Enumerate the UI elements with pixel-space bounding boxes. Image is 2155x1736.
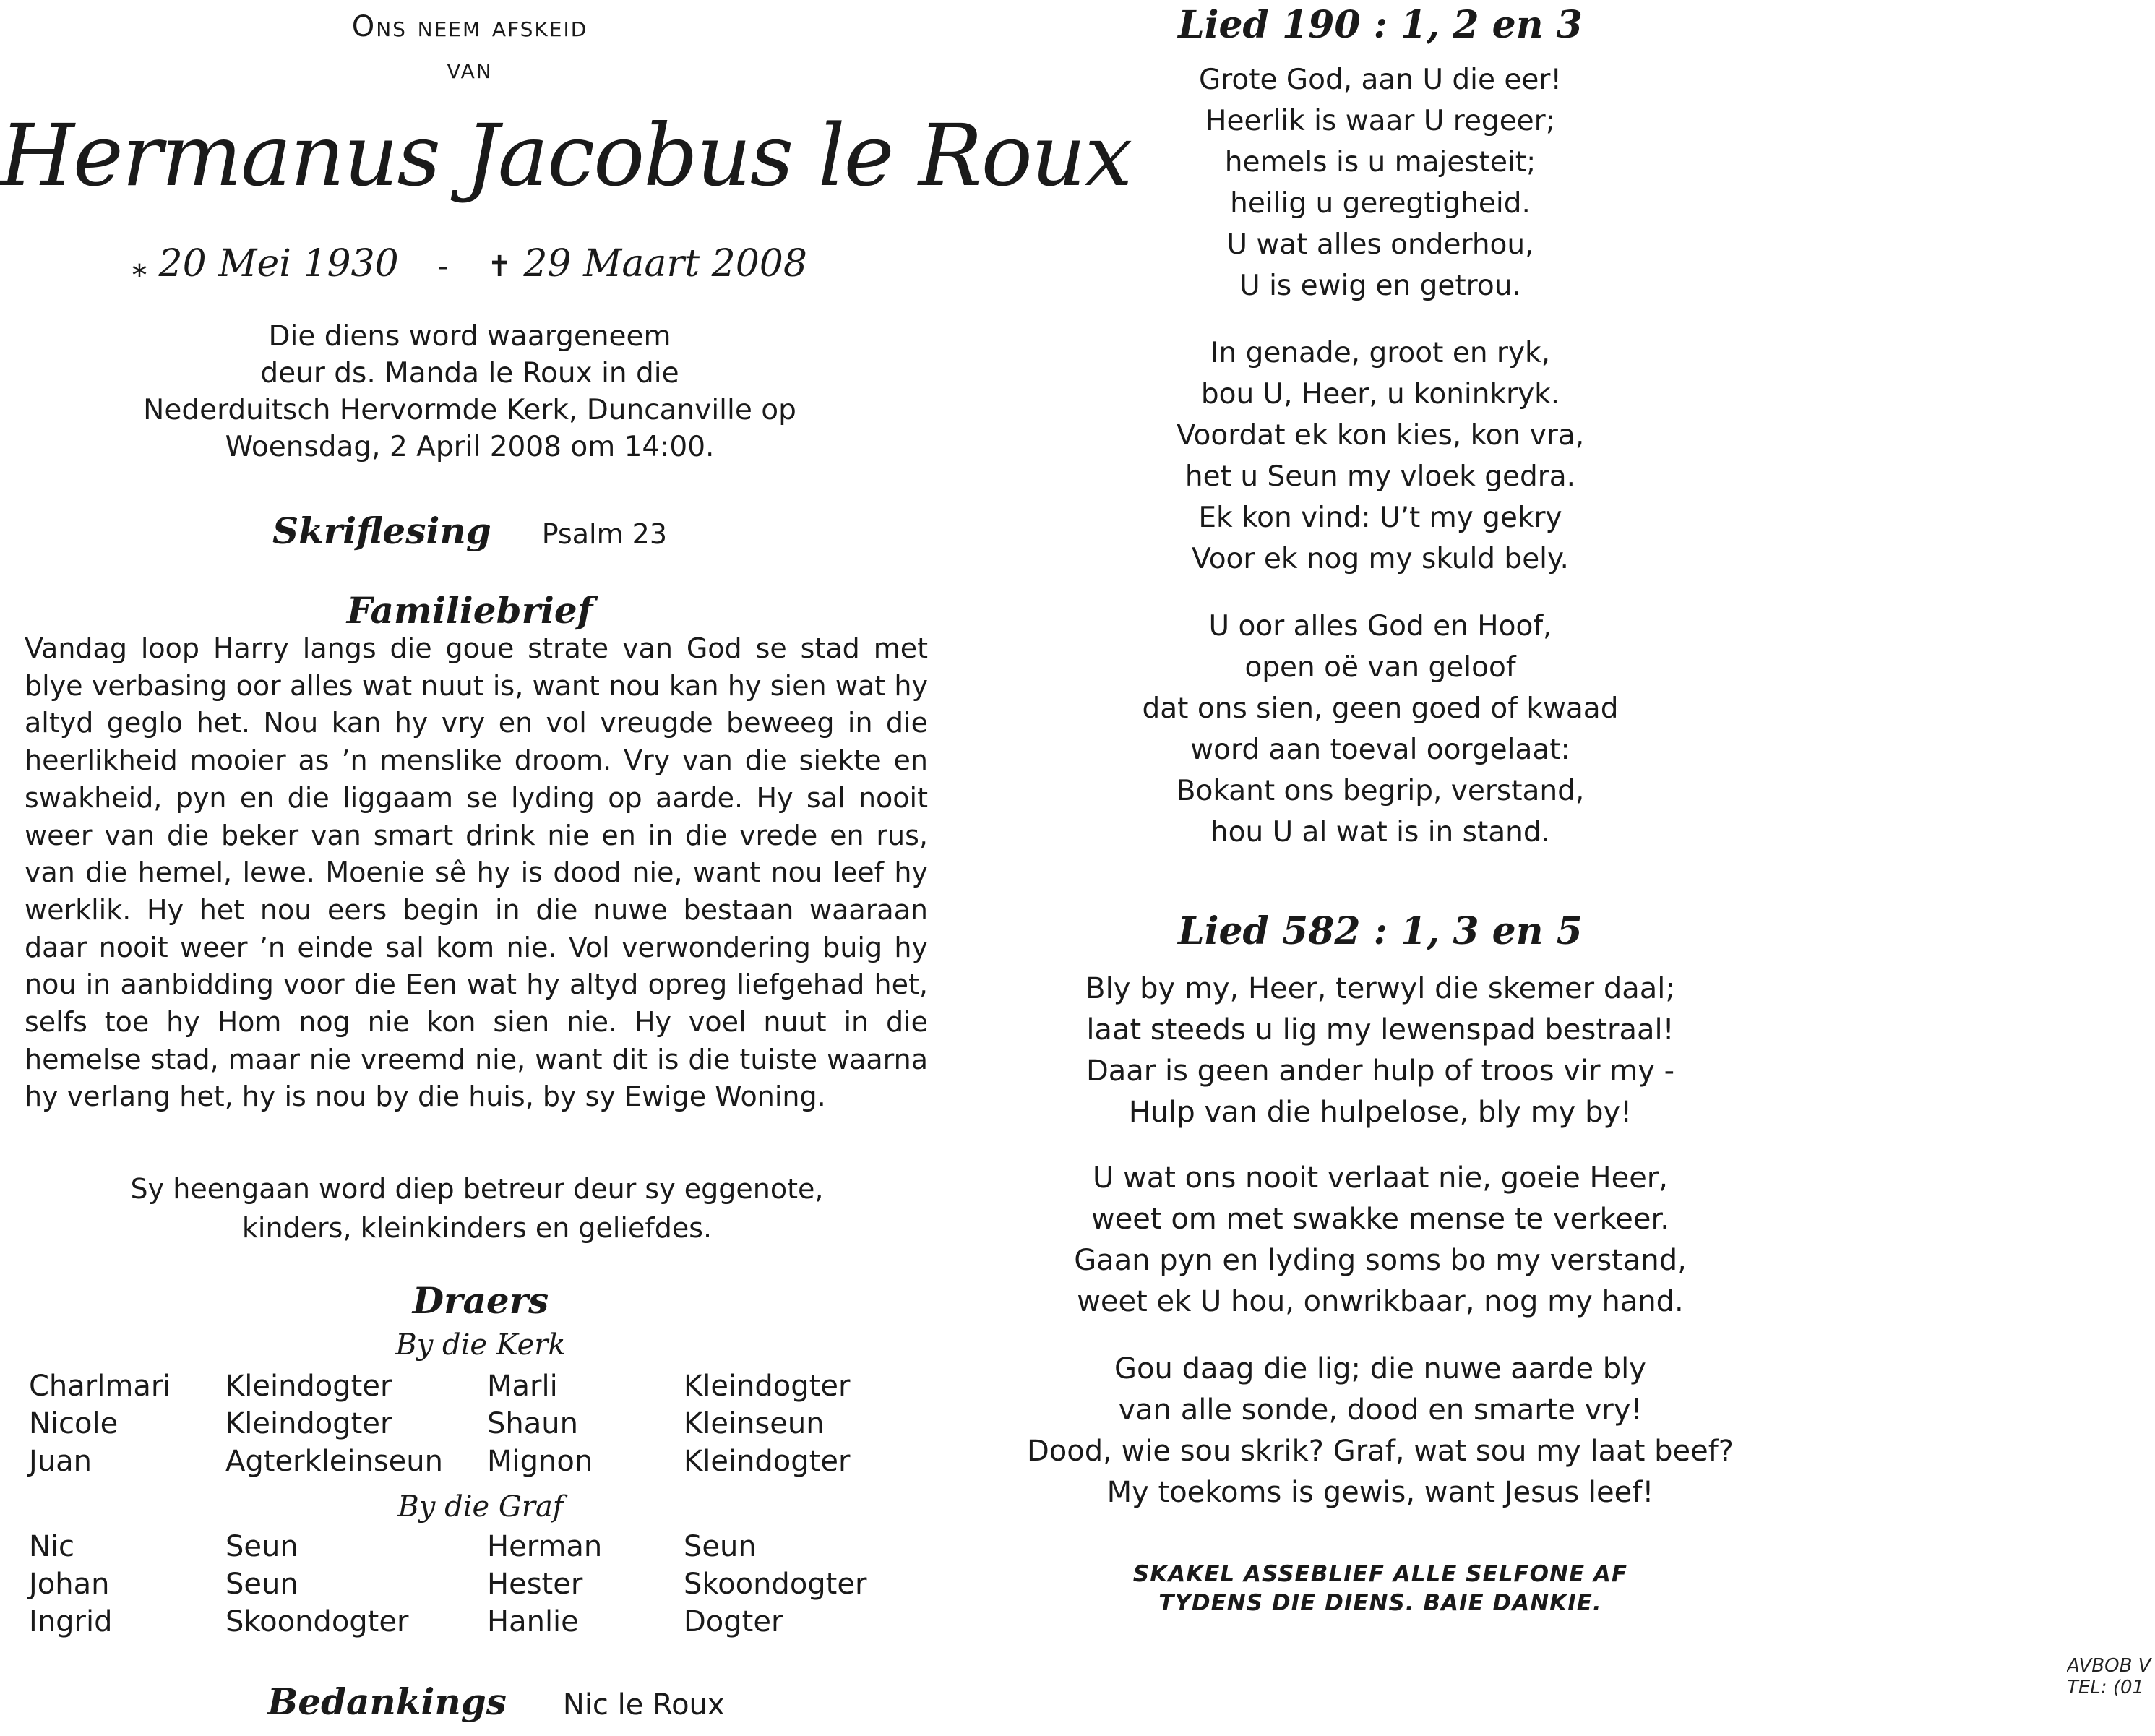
hymn-line: Grote God, aan U die eer!	[1198, 64, 1562, 96]
birth-star-icon: ⁎	[132, 250, 147, 283]
table-row	[29, 1565, 925, 1603]
hymn-line: dat ons sien, geen goed of kwaad	[1142, 692, 1619, 725]
hymn-line: Gaan pyn en lyding soms bo my verstand,	[1074, 1244, 1687, 1277]
bearer-relation: Seun	[684, 1530, 757, 1563]
hymn-582-stanza-1	[954, 968, 1807, 1133]
bearer-name: Herman	[487, 1530, 603, 1563]
hymn-line: U oor alles God en Hoof,	[1208, 610, 1552, 643]
grave-bearers-table	[29, 1528, 925, 1641]
bearer-name: Marli	[487, 1370, 558, 1403]
farewell-heading-line2: van	[447, 52, 493, 85]
acknowledgements-title: Bedankings	[267, 1680, 507, 1723]
mourning-note	[0, 1169, 954, 1247]
hymn-line: In genade, groot en ryk,	[1210, 337, 1551, 369]
scripture-reading	[0, 506, 939, 565]
hymn-line: heilig u geregtigheid.	[1230, 187, 1531, 220]
hymn-582-stanza-2	[954, 1158, 1807, 1323]
bearer-relation: Seun	[225, 1568, 298, 1601]
hymn-line: Ek kon vind: U’t my gekry	[1198, 502, 1562, 534]
notice-line: SKAKEL ASSEBLIEF ALLE SELFONE AF	[1132, 1561, 1628, 1587]
hymn-line: open oë van geloof	[1244, 651, 1516, 684]
date-separator: -	[438, 250, 448, 283]
hymn-line: Voor ek nog my skuld bely.	[1192, 543, 1569, 575]
hymn-line: weet om met swakke mense te verkeer.	[1091, 1203, 1670, 1236]
hymn-line: Bokant ons begrip, verstand,	[1176, 775, 1585, 807]
family-letter-text: Vandag loop Harry langs die goue strate van God se stad met blye verbasing oor alles wat nuut is, want nou kan hy sien wat hy altyd geglo het. Nou kan hy vry en vol vreugde beweeg in die heerlikheid mooier as ’n menslike droom. Vry van die siekte en swakheid, pyn en die liggaam se lyding op aarde. Hy sal nooit weer van die beker van smart drink nie en in die vrede en rus, van die hemel, lewe. Moenie sê hy is dood nie, want nou leef hy werklik. Hy het nou eers begin in die nuwe bestaan waaraan daar nooit weer ’n einde sal kom nie. Vol verwondering buig hy nou in aanbidding voor die Een wat hy altyd opreg liefgehad het, selfs toe hy Hom nog nie kon sien nie. Hy voel nuut in die hemelse stad, maar nie vreemd nie, want dit is die tuiste waarna hy verlang het, hy is nou by die huis, by sy Ewige Woning.	[25, 632, 928, 1113]
hymn-582-title: Lied 582 : 1, 3 en 5	[1178, 909, 1583, 953]
hymn-line: Daar is geen ander hulp of troos vir my -	[1085, 1054, 1675, 1088]
farewell-heading-line1: Ons neem afskeid	[351, 10, 588, 43]
service-line: Nederduitsch Hervormde Kerk, Duncanville op	[143, 394, 796, 426]
hymn-line: Heerlik is waar U regeer;	[1205, 105, 1555, 137]
death-cross-icon: ✝	[487, 250, 512, 283]
hymn-line: My toekoms is gewis, want Jesus leef!	[1106, 1476, 1654, 1509]
table-row	[29, 1405, 925, 1443]
bearer-relation: Kleinseun	[684, 1407, 825, 1440]
footer-line: TEL: (01	[2067, 1677, 2145, 1698]
hymn-line: Gou daag die lig; die nuwe aarde bly	[1114, 1352, 1646, 1385]
bearer-relation: Skoondogter	[684, 1568, 867, 1601]
birth-date: 20 Mei 1930	[158, 242, 399, 285]
service-details	[0, 318, 939, 465]
notice-line: TYDENS DIE DIENS. BAIE DANKIE.	[1158, 1590, 1602, 1616]
mourning-line: Sy heengaan word diep betreur deur sy eggenote,	[130, 1173, 824, 1205]
table-row	[29, 1367, 925, 1405]
hymn-line: weet ek U hou, onwrikbaar, nog my hand.	[1077, 1285, 1684, 1318]
cellphone-notice	[968, 1560, 1792, 1617]
hymn-line: hou U al wat is in stand.	[1210, 816, 1551, 848]
service-line: deur ds. Manda le Roux in die	[260, 357, 679, 390]
hymn-line: Voordat ek kon kies, kon vra,	[1176, 419, 1585, 452]
hymn-line: het u Seun my vloek gedra.	[1184, 460, 1576, 493]
service-line: Die diens word waargeneem	[268, 320, 671, 353]
church-bearers-table	[29, 1367, 925, 1480]
bearer-name: Charlmari	[29, 1370, 171, 1403]
hymn-line: U is ewig en getrou.	[1239, 270, 1521, 302]
deceased-name: Hermanus Jacobus le Roux	[0, 106, 1132, 205]
table-row	[29, 1528, 925, 1565]
bearer-name: Mignon	[487, 1445, 593, 1478]
scripture-reading-title: Skriflesing	[272, 510, 491, 552]
hymn-line: van alle sonde, dood en smarte vry!	[1118, 1393, 1643, 1427]
funeral-home-footer	[2067, 1655, 2155, 1698]
hymn-line: hemels is u majesteit;	[1224, 146, 1536, 179]
hymn-190-title: Lied 190 : 1, 2 en 3	[1178, 3, 1583, 47]
acknowledgements-by: Nic le Roux	[562, 1688, 725, 1722]
bearer-relation: Seun	[225, 1530, 298, 1563]
hymn-line: U wat alles onderhou,	[1226, 228, 1534, 261]
table-row	[29, 1603, 925, 1641]
acknowledgements	[267, 1677, 725, 1736]
bearer-relation: Kleindogter	[225, 1407, 392, 1440]
bearer-name: Nic	[29, 1530, 75, 1563]
table-row	[29, 1443, 925, 1480]
footer-line: AVBOB V	[2067, 1655, 2151, 1677]
bearer-name: Johan	[29, 1568, 110, 1601]
bearer-relation: Dogter	[684, 1605, 783, 1638]
bearer-name: Ingrid	[29, 1605, 113, 1638]
bearer-relation: Skoondogter	[225, 1605, 409, 1638]
bearer-relation: Kleindogter	[225, 1370, 392, 1403]
hymn-line: word aan toeval oorgelaat:	[1190, 734, 1570, 766]
family-letter-title: Familiebrief	[346, 589, 593, 632]
bearer-relation: Kleindogter	[684, 1445, 851, 1478]
pallbearers-title: Draers	[412, 1279, 549, 1322]
hymn-line: U wat ons nooit verlaat nie, goeie Heer,	[1093, 1161, 1668, 1195]
hymn-190-stanza-3	[968, 606, 1792, 853]
mourning-line: kinders, kleinkinders en geliefdes.	[241, 1212, 713, 1244]
bearer-name: Shaun	[487, 1407, 578, 1440]
bearer-name: Hester	[487, 1568, 583, 1601]
death-date: 29 Maart 2008	[523, 242, 807, 285]
hymn-line: Hulp van die hulpelose, bly my by!	[1128, 1096, 1633, 1129]
scripture-reference: Psalm 23	[541, 518, 668, 550]
bearer-name: Nicole	[29, 1407, 119, 1440]
hymn-line: bou U, Heer, u koninkryk.	[1200, 378, 1560, 411]
bearer-name: Hanlie	[487, 1605, 579, 1638]
hymn-line: laat steeds u lig my lewenspad bestraal!	[1086, 1013, 1674, 1047]
bearer-relation: Kleindogter	[684, 1370, 851, 1403]
bearer-name: Juan	[29, 1445, 93, 1478]
hymn-190-stanza-2	[968, 332, 1792, 580]
hymn-line: Bly by my, Heer, terwyl die skemer daal;	[1085, 972, 1675, 1005]
service-line: Woensdag, 2 April 2008 om 14:00.	[225, 431, 715, 463]
hymn-line: Dood, wie sou skrik? Graf, wat sou my laat beef?	[1026, 1435, 1734, 1468]
life-dates	[0, 239, 939, 292]
hymn-190-stanza-1	[968, 59, 1792, 306]
right-page	[968, 0, 2155, 1731]
bearer-relation: Agterkleinseun	[225, 1445, 443, 1478]
grave-bearers-title: By die Graf	[397, 1490, 564, 1524]
farewell-heading	[0, 6, 939, 90]
church-bearers-title: By die Kerk	[395, 1328, 566, 1362]
hymn-582-stanza-3	[954, 1349, 1807, 1513]
